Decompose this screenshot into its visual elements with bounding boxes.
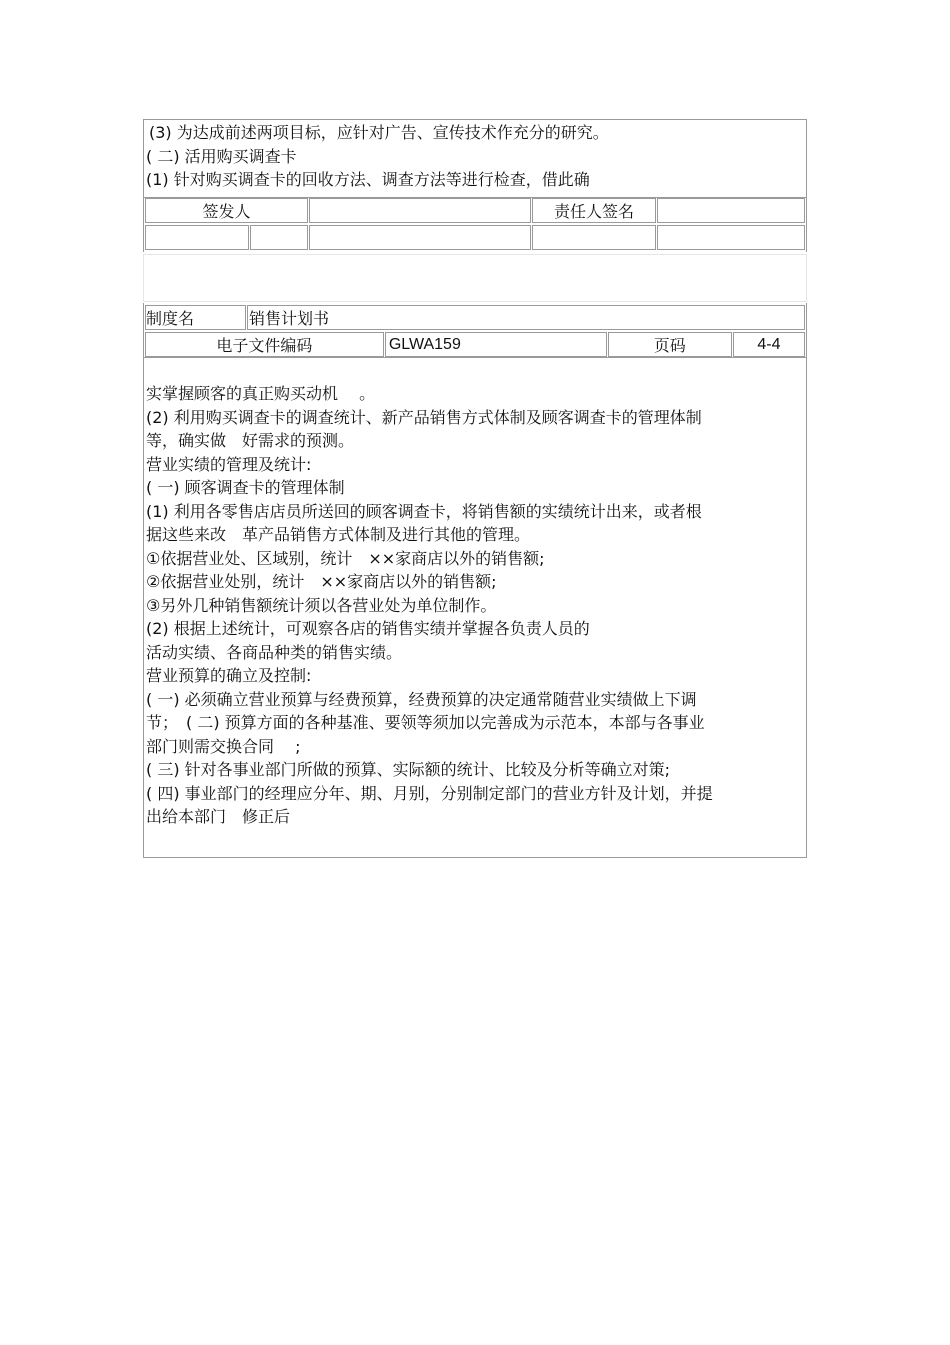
empty-cell[interactable] (250, 225, 308, 250)
issuer-label: 签发人 (145, 198, 308, 223)
text-line: ( 四) 事业部门的经理应分年、期、月别，分别制定部门的营业方针及计划，并提 (146, 783, 713, 803)
text-line: 营业预算的确立及控制: (146, 666, 312, 685)
text-line: ( 三) 针对各事业部门所做的预算、实际额的统计、比较及分析等确立对策; (146, 760, 671, 779)
text-line: 部门则需交换合同 ; (146, 736, 301, 756)
text-line: 等，确实做 好需求的预测。 (146, 431, 355, 450)
empty-cell[interactable] (657, 225, 805, 250)
text-line: ②依据营业处别，统计 ××家商店以外的销售额; (146, 572, 497, 591)
responsible-signature-value[interactable] (657, 198, 805, 223)
file-code-label: 电子文件编码 (145, 332, 384, 357)
text-line: 出给本部门 修正后 (146, 807, 291, 826)
text-line: (2) 根据上述统计，可观察各店的销售实绩并掌握各负责人员的 (146, 619, 590, 638)
top-text-block (143, 119, 807, 198)
text-line: ( 一) 必须确立营业预算与经费预算，经费预算的决定通常随营业实绩做上下调 (146, 689, 697, 709)
file-code-value: GLWA159 (385, 332, 607, 357)
text-line: ( 一) 顾客调查卡的管理体制 (146, 478, 345, 497)
text-line: 营业实绩的管理及统计: (146, 454, 312, 474)
text-line: 活动实绩、各商品种类的销售实绩。 (146, 642, 403, 662)
header-table (143, 303, 807, 359)
empty-cell[interactable] (532, 225, 656, 250)
text-line: (3) 为达成前述两项目标，应针对广告、宣传技术作充分的研究。 (149, 123, 609, 142)
text-line: (1) 利用各零售店店员所送回的顾客调查卡，将销售额的实绩统计出来，或者根 (146, 501, 702, 521)
body-text-block (143, 357, 807, 858)
system-name-value: 销售计划书 (247, 305, 805, 330)
text-line: (2) 利用购买调查卡的调查统计、新产品销售方式体制及顾客调查卡的管理体制 (146, 407, 702, 427)
text-line: ( 二) 活用购买调查卡 (146, 146, 297, 166)
text-line: 实掌握顾客的真正购买动机 。 (146, 384, 376, 403)
text-line: ①依据营业处、区域别，统计 ××家商店以外的销售额; (146, 548, 545, 568)
page-label: 页码 (608, 332, 732, 357)
empty-cell[interactable] (145, 225, 249, 250)
text-line: ③另外几种销售额统计须以各营业处为单位制作。 (146, 595, 497, 615)
text-line: 据这些来改 革产品销售方式体制及进行其他的管理。 (146, 525, 531, 544)
text-line: (1) 针对购买调查卡的回收方法、调查方法等进行检查，借此确 (146, 170, 590, 189)
signature-table (143, 196, 807, 252)
issuer-value[interactable] (309, 198, 531, 223)
responsible-signature-label: 责任人签名 (532, 198, 656, 223)
text-line: 节； ( 二) 预算方面的各种基准、要领等须加以完善成为示范本，本部与各事业 (146, 713, 705, 732)
empty-cell[interactable] (309, 225, 531, 250)
page-value: 4-4 (733, 332, 805, 357)
system-name-label: 制度名 (145, 305, 246, 330)
spacer-box (143, 254, 807, 302)
